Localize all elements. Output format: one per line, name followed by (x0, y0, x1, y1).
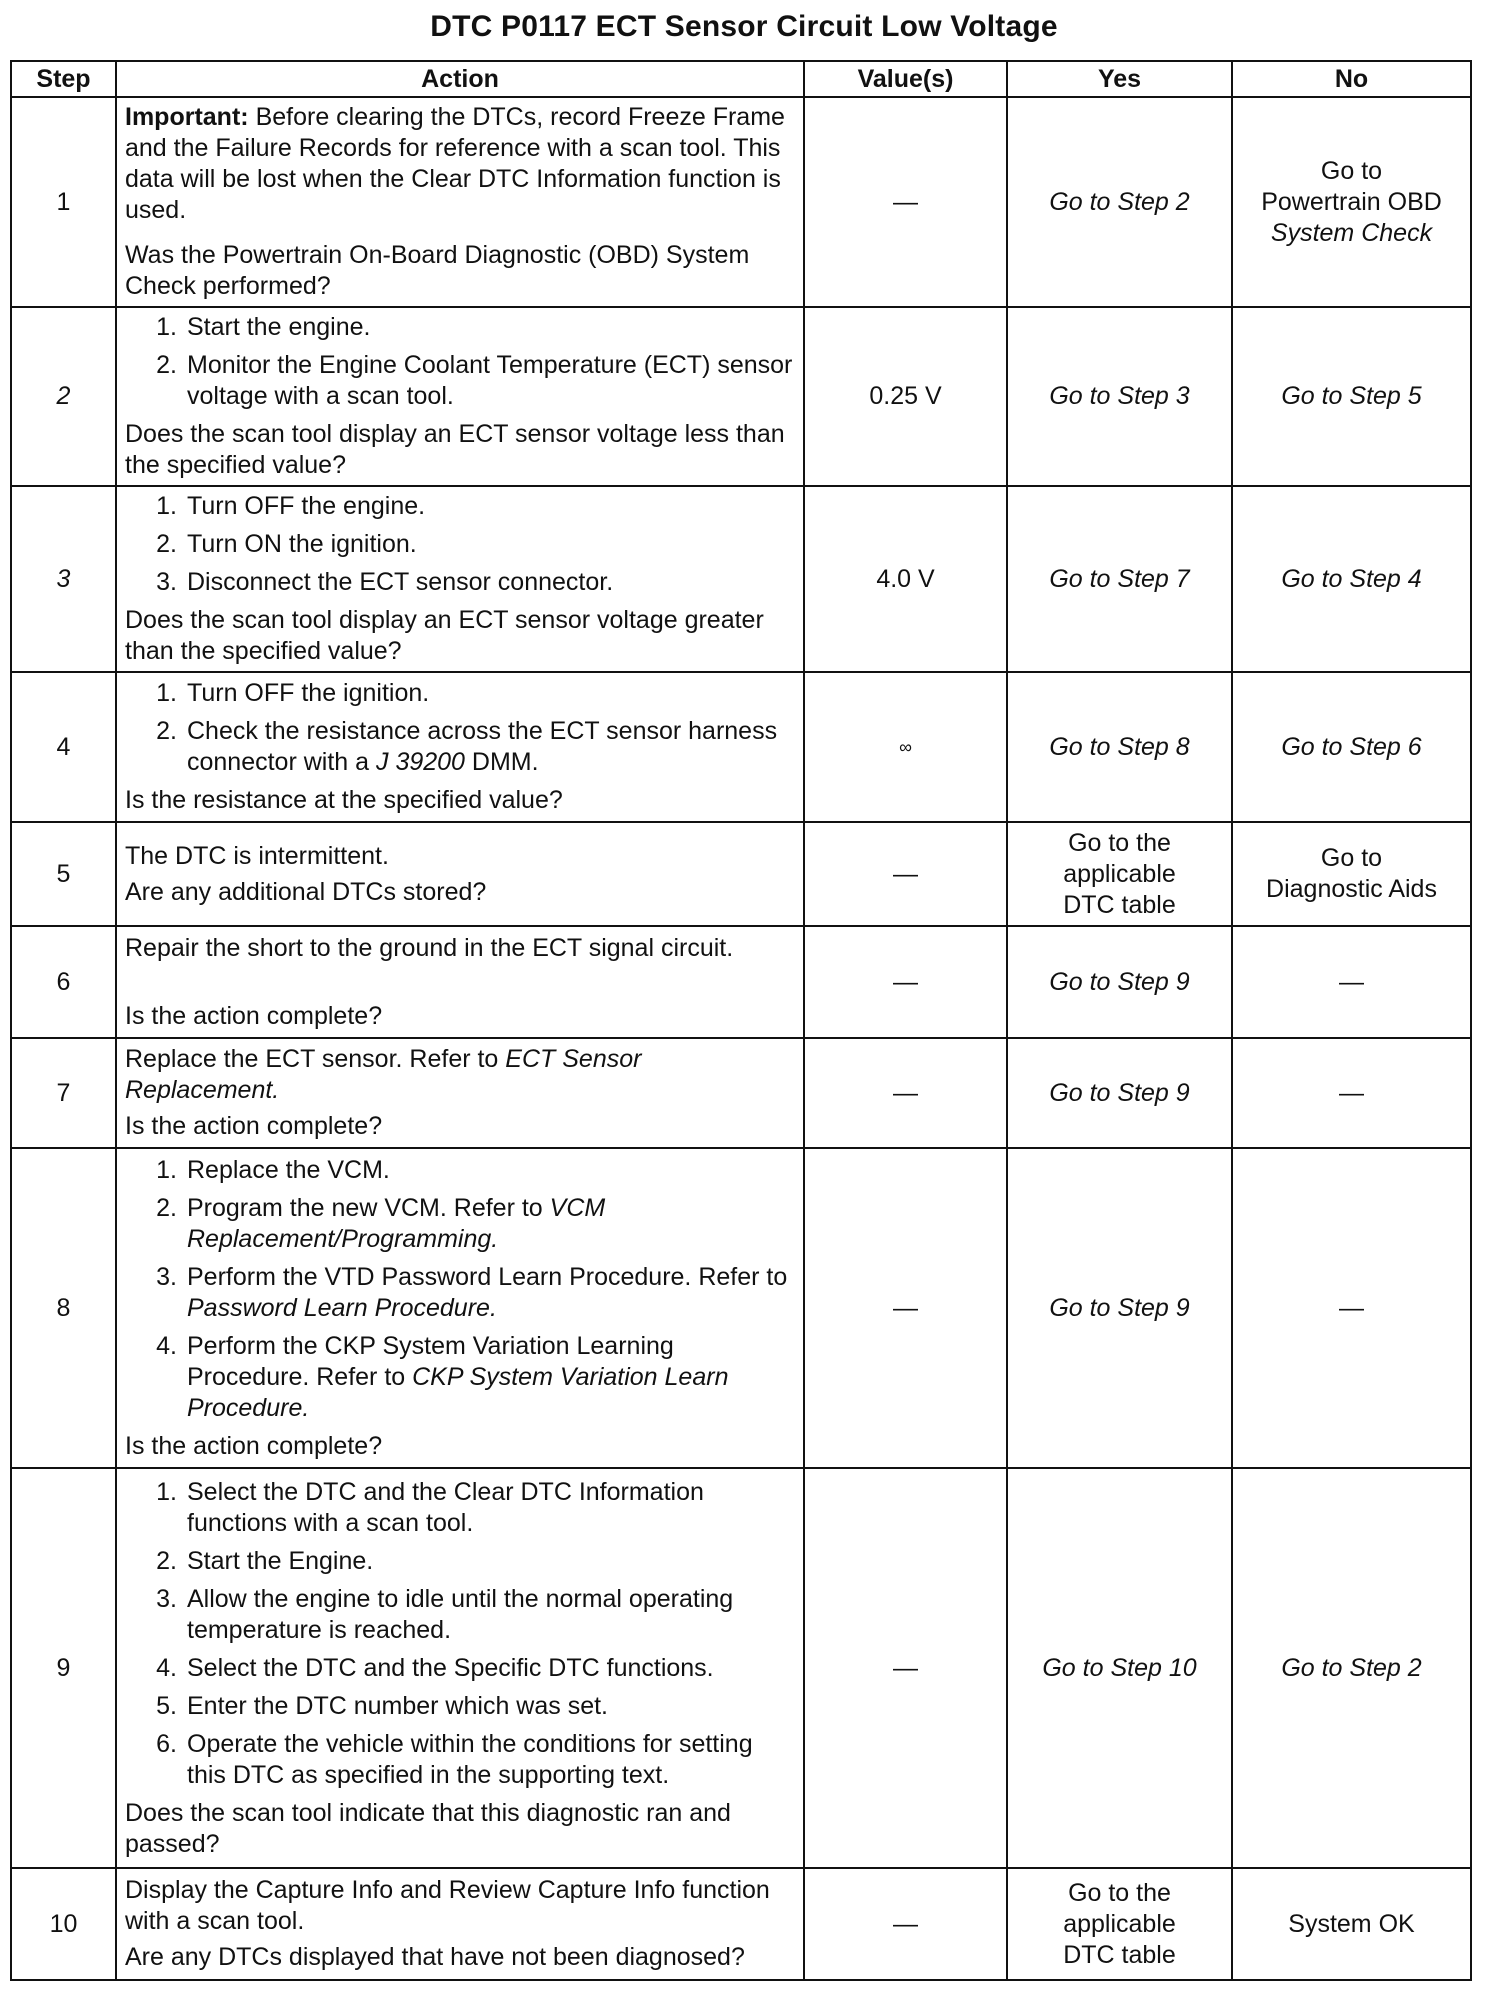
no-line: Go to (1320, 156, 1383, 185)
question-text: Is the action complete? (125, 1431, 383, 1460)
list-item: 2. Check the resistance across the ECT sensor harness connector with a J 39200 DMM. (156, 717, 778, 776)
question-text: Is the resistance at the specified value? (125, 786, 563, 814)
action-cell (116, 1468, 804, 1868)
important-label: Important: (125, 103, 249, 131)
value-cell: — (804, 926, 1007, 1038)
question-text: Does the scan tool display an ECT sensor voltage greater than the specified value? (125, 606, 764, 665)
value-cell: — (804, 1868, 1007, 1980)
table-row (11, 1468, 1471, 1868)
value-cell: — (804, 97, 1007, 307)
table-row (11, 822, 1471, 926)
step-number: 4 (11, 672, 116, 822)
list-item: 2. Monitor the Engine Coolant Temperature (ECT) sensor voltage with a scan tool. (156, 351, 793, 410)
yes-line: DTC table (1063, 890, 1176, 919)
list-item: 4. Perform the CKP System Variation Learning Procedure. Refer to CKP System Variation Learn Procedure. (156, 1331, 729, 1422)
step-number: 1 (11, 97, 116, 307)
no-cell (1232, 97, 1471, 307)
reference-link: ECT Sensor Replacement. (125, 1045, 642, 1104)
step-number: 10 (11, 1868, 116, 1980)
dtc-table (10, 60, 1472, 1981)
list-item: 1. Turn OFF the ignition. (156, 679, 430, 707)
list-item: 3. Perform the VTD Password Learn Procedure. Refer to Password Learn Procedure. (156, 1262, 788, 1322)
list-item: 2. Start the Engine. (156, 1546, 374, 1575)
yes-cell: Go to Step 9 (1007, 1148, 1232, 1468)
yes-line: applicable (1063, 859, 1176, 888)
important-text: Before clearing the DTCs, record Freeze Frame and the Failure Records for reference with a scan tool. This data will be lost when the Clear DTC Information function is used. (125, 103, 785, 224)
no-cell: Go to Step 2 (1232, 1468, 1471, 1868)
value-cell: 4.0 V (804, 486, 1007, 672)
action-cell (116, 1868, 804, 1980)
table-row (11, 1038, 1471, 1148)
yes-cell: Go to Step 7 (1007, 486, 1232, 672)
action-text: Replace the ECT sensor. Refer to (125, 1045, 506, 1073)
table-row (11, 307, 1471, 486)
header-values: Value(s) (804, 61, 1007, 97)
no-cell: — (1232, 926, 1471, 1038)
no-cell: System OK (1232, 1868, 1471, 1980)
no-cell: Go to Step 6 (1232, 672, 1471, 822)
question-text: Is the action complete? (125, 1112, 383, 1140)
list-item: 2. Program the new VCM. Refer to VCM Replacement/Programming. (156, 1193, 606, 1253)
yes-cell (1007, 822, 1232, 926)
step-number: 3 (11, 486, 116, 672)
action-cell (116, 486, 804, 672)
value-cell: — (804, 1468, 1007, 1868)
yes-cell: Go to Step 9 (1007, 926, 1232, 1038)
table-row (11, 672, 1471, 822)
list-item: 1. Replace the VCM. (156, 1155, 390, 1184)
action-text: Repair the short to the ground in the ECT signal circuit. (125, 933, 734, 962)
action-cell (116, 307, 804, 486)
table-row (11, 1148, 1471, 1468)
question-text: Are any DTCs displayed that have not been diagnosed? (125, 1943, 745, 1971)
no-line: Powertrain OBD (1261, 187, 1442, 216)
value-cell: — (804, 822, 1007, 926)
action-text: Display the Capture Info and Review Capture Info function with a scan tool. (125, 1876, 770, 1935)
table-row (11, 1868, 1471, 1980)
list-item: 4. Select the DTC and the Specific DTC functions. (156, 1653, 714, 1682)
step-number: 8 (11, 1148, 116, 1468)
value-cell: ∞ (804, 672, 1007, 822)
no-line: System Check (1270, 218, 1433, 247)
header-step: Step (11, 61, 116, 97)
list-item: 1. Select the DTC and the Clear DTC Information functions with a scan tool. (156, 1477, 704, 1537)
list-item: 3. Allow the engine to idle until the normal operating temperature is reached. (156, 1584, 734, 1644)
value-cell: 0.25 V (804, 307, 1007, 486)
step-number: 2 (11, 307, 116, 486)
step-number: 7 (11, 1038, 116, 1148)
question-text: Are any additional DTCs stored? (125, 877, 487, 906)
list-item: 6. Operate the vehicle within the conditions for setting this DTC as specified in the supporting text. (156, 1729, 753, 1789)
yes-cell (1007, 1868, 1232, 1980)
yes-line: Go to the (1068, 1878, 1171, 1907)
step-number: 5 (11, 822, 116, 926)
no-line: Diagnostic Aids (1266, 875, 1437, 903)
list-item: 1. Turn OFF the engine. (156, 492, 426, 520)
table-row (11, 486, 1471, 672)
step-number: 9 (11, 1468, 116, 1868)
list-item: 1. Start the engine. (156, 313, 371, 341)
action-text: The DTC is intermittent. (125, 841, 389, 870)
page-title: DTC P0117 ECT Sensor Circuit Low Voltage (430, 10, 1058, 43)
action-cell (116, 1148, 804, 1468)
header-yes: Yes (1007, 61, 1232, 97)
no-cell (1232, 822, 1471, 926)
table-row (11, 97, 1471, 307)
list-item: 2. Turn ON the ignition. (156, 530, 417, 558)
list-item: 3. Disconnect the ECT sensor connector. (156, 568, 614, 596)
yes-cell: Go to Step 8 (1007, 672, 1232, 822)
no-line: Go to (1320, 844, 1383, 872)
action-cell (116, 1038, 804, 1148)
question-text: Does the scan tool display an ECT sensor voltage less than the specified value? (125, 420, 785, 479)
action-cell (116, 926, 804, 1038)
no-cell: — (1232, 1148, 1471, 1468)
yes-line: Go to the (1068, 828, 1171, 857)
question-text: Was the Powertrain On-Board Diagnostic (OBD) System Check performed? (125, 241, 750, 300)
yes-cell: Go to Step 2 (1007, 97, 1232, 307)
action-cell (116, 97, 804, 307)
yes-cell: Go to Step 3 (1007, 307, 1232, 486)
value-cell: — (804, 1148, 1007, 1468)
action-cell (116, 672, 804, 822)
yes-line: DTC table (1063, 1940, 1176, 1969)
question-text: Is the action complete? (125, 1001, 383, 1030)
header-action: Action (116, 61, 804, 97)
table-header-row (11, 61, 1471, 97)
value-cell: — (804, 1038, 1007, 1148)
table-row (11, 926, 1471, 1038)
yes-cell: Go to Step 10 (1007, 1468, 1232, 1868)
yes-line: applicable (1063, 1909, 1176, 1938)
yes-cell: Go to Step 9 (1007, 1038, 1232, 1148)
action-cell (116, 822, 804, 926)
no-cell: Go to Step 4 (1232, 486, 1471, 672)
list-item: 5. Enter the DTC number which was set. (156, 1691, 608, 1720)
question-text: Does the scan tool indicate that this diagnostic ran and passed? (125, 1798, 731, 1858)
header-no: No (1232, 61, 1471, 97)
no-cell: Go to Step 5 (1232, 307, 1471, 486)
no-cell: — (1232, 1038, 1471, 1148)
step-number: 6 (11, 926, 116, 1038)
